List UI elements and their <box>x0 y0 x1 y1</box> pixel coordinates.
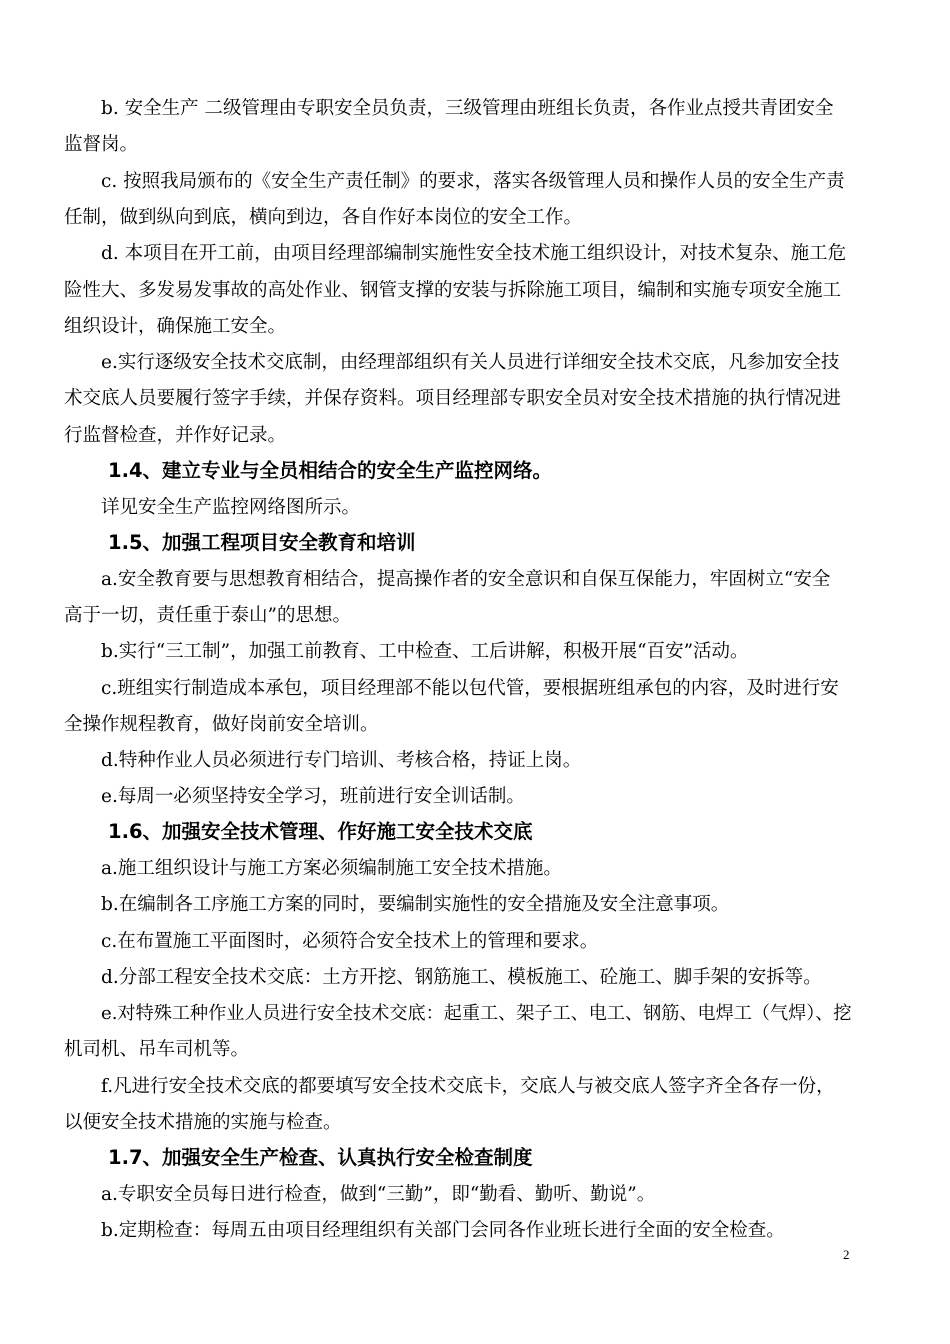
paragraph-line: 高于一切，责任重于泰山”的思想。 <box>64 605 351 626</box>
paragraph-line: 监督岗。 <box>64 134 139 155</box>
paragraph-line: e.对特殊工种作业人员进行安全技术交底：起重工、架子工、电工、钢筋、电焊工（气焊）、挖 <box>101 1003 852 1024</box>
paragraph-line: 详见安全生产监控网络图所示。 <box>101 497 361 518</box>
paragraph-line: d. 本项目在开工前，由项目经理部编制实施性安全技术施工组织设计，对技术复杂、施工危 <box>101 243 847 264</box>
paragraph-line: b.实行“三工制”，加强工前教育、工中检查、工后讲解，积极开展“百安”活动。 <box>101 641 749 662</box>
paragraph-line: 全操作规程教育，做好岗前安全培训。 <box>64 714 379 735</box>
paragraph-line: d.特种作业人员必须进行专门培训、考核合格，持证上岗。 <box>101 750 582 771</box>
paragraph-line: b.在编制各工序施工方案的同时，要编制实施性的安全措施及安全注意事项。 <box>101 894 730 915</box>
paragraph-line: 行监督检查，并作好记录。 <box>64 425 287 446</box>
paragraph-line: c.在布置施工平面图时，必须符合安全技术上的管理和要求。 <box>101 931 599 952</box>
paragraph-line: b. 安全生产 二级管理由专职安全员负责，三级管理由班组长负责，各作业点授共青团安全 <box>101 98 834 119</box>
paragraph-line: a.施工组织设计与施工方案必须编制施工安全技术措施。 <box>101 858 562 879</box>
paragraph-line: 险性大、多发易发事故的高处作业、钢管支撑的安装与拆除施工项目，编制和实施专项安全施工 <box>64 280 842 301</box>
section-heading-1-6: 1.6、加强安全技术管理、作好施工安全技术交底 <box>108 820 533 843</box>
paragraph-line: a.安全教育要与思想教育相结合，提高操作者的安全意识和自保互保能力，牢固树立“安全 <box>101 569 831 590</box>
paragraph-line: c. 按照我局颁布的《安全生产责任制》的要求，落实各级管理人员和操作人员的安全生产责 <box>101 171 845 192</box>
paragraph-line: 以便安全技术措施的实施与检查。 <box>64 1112 342 1133</box>
paragraph-line: f.凡进行安全技术交底的都要填写安全技术交底卡，交底人与被交底人签字齐全各存一份， <box>101 1076 835 1097</box>
page-number: 2 <box>843 1247 850 1262</box>
section-heading-1-7: 1.7、加强安全生产检查、认真执行安全检查制度 <box>108 1146 533 1169</box>
paragraph-line: a.专职安全员每日进行检查，做到“三勤”，即“勤看、勤听、勤说”。 <box>101 1184 656 1205</box>
paragraph-line: e.每周一必须坚持安全学习，班前进行安全训话制。 <box>101 786 525 807</box>
paragraph-line: 术交底人员要履行签字手续，并保存资料。项目经理部专职安全员对安全技术措施的执行情况进 <box>64 388 842 409</box>
paragraph-line: d.分部工程安全技术交底：土方开挖、钢筋施工、模板施工、砼施工、脚手架的安拆等。 <box>101 967 822 988</box>
section-heading-1-4: 1.4、建立专业与全员相结合的安全生产监控网络。 <box>108 459 553 482</box>
paragraph-line: c.班组实行制造成本承包，项目经理部不能以包代管，要根据班组承包的内容，及时进行安 <box>101 678 839 699</box>
paragraph-line: 组织设计，确保施工安全。 <box>64 316 287 337</box>
paragraph-line: b.定期检查：每周五由项目经理组织有关部门会同各作业班长进行全面的安全检查。 <box>101 1220 785 1241</box>
paragraph-line: 任制，做到纵向到底，横向到边，各自作好本岗位的安全工作。 <box>64 207 583 228</box>
paragraph-line: 机司机、吊车司机等。 <box>64 1039 250 1060</box>
section-heading-1-5: 1.5、加强工程项目安全教育和培训 <box>108 531 416 554</box>
paragraph-line: e.实行逐级安全技术交底制，由经理部组织有关人员进行详细安全技术交底，凡参加安全技 <box>101 352 840 373</box>
